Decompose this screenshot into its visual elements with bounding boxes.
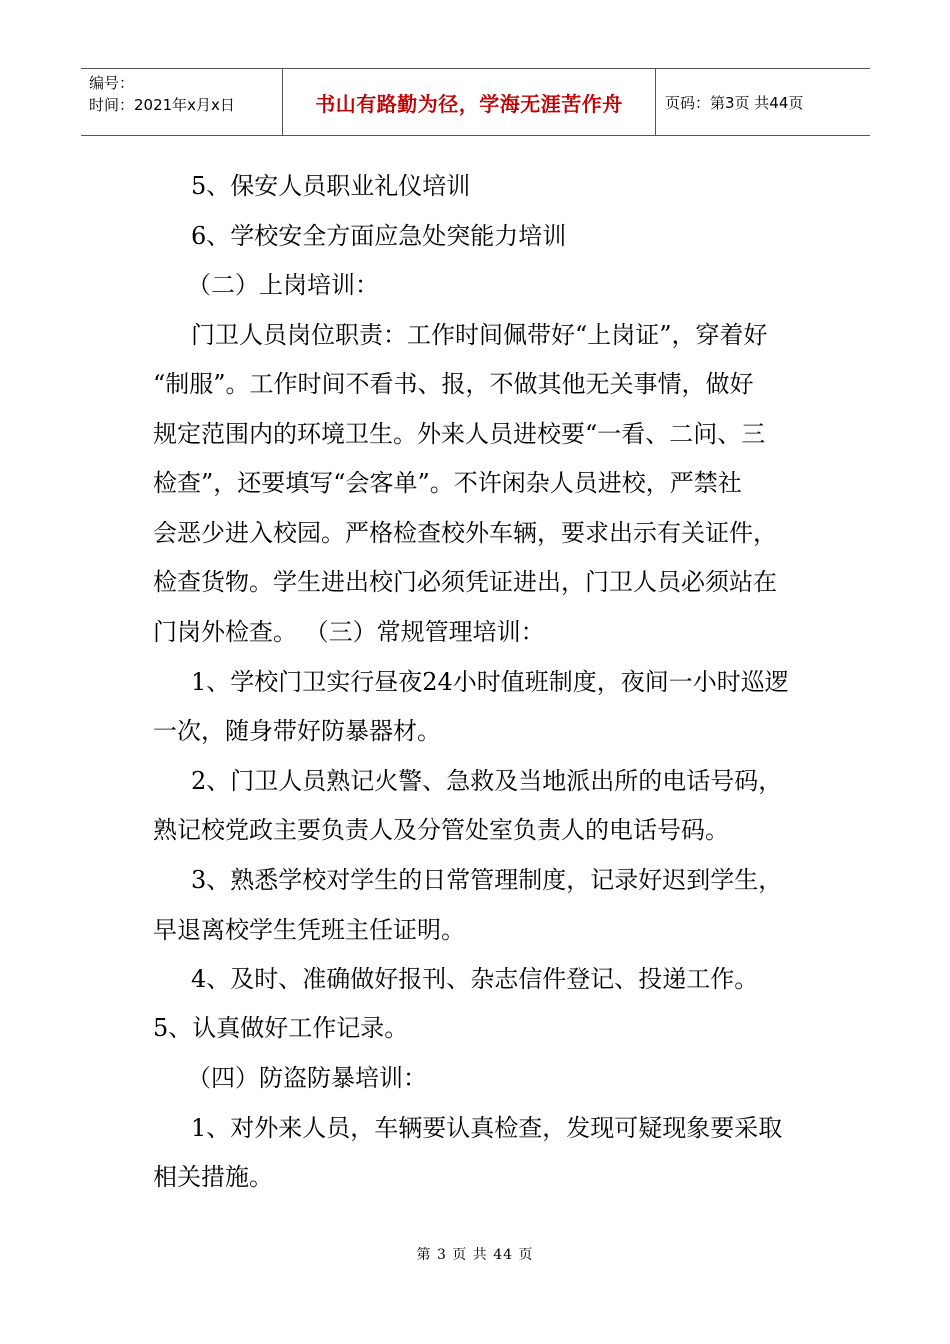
motto-text: 书山有路勤为径，学海无涯苦作舟	[315, 91, 623, 116]
serial-number-label: 编号：	[89, 74, 135, 92]
body-line: 一次，随身带好防暴器材。	[153, 717, 441, 745]
body-line: 4、及时、准确做好报刊、杂志信件登记、投递工作。	[191, 965, 759, 993]
body-line: 1、对外来人员，车辆要认真检查，发现可疑现象要采取	[191, 1114, 783, 1142]
body-line: 1、学校门卫实行昼夜24小时值班制度，夜间一小时巡逻	[191, 668, 789, 696]
body-line: 5、认真做好工作记录。	[153, 1014, 409, 1042]
header-page-cell	[656, 69, 870, 135]
body-line: 检查”，还要填写“会客单”。不许闲杂人员进校，严禁社	[153, 469, 742, 497]
body-line: 5、保安人员职业礼仪培训	[191, 172, 471, 200]
page-footer: 第 3 页 共 44 页	[416, 1247, 534, 1263]
body-line: 门卫人员岗位职责：工作时间佩带好“上岗证”，穿着好	[191, 321, 768, 349]
body-line: 3、熟悉学校对学生的日常管理制度，记录好迟到学生，	[191, 866, 783, 894]
body-line: 相关措施。	[153, 1163, 273, 1191]
body-line: 熟记校党政主要负责人及分管处室负责人的电话号码。	[153, 816, 729, 844]
body-line: 规定范围内的环境卫生。外来人员进校要“一看、二问、三	[153, 420, 766, 448]
body-line: 2、门卫人员熟记火警、急救及当地派出所的电话号码，	[191, 767, 783, 795]
page-header	[81, 68, 870, 136]
header-meta	[81, 69, 282, 135]
body-line: 6、学校安全方面应急处突能力培训	[191, 222, 567, 250]
body-line: 早退离校学生凭班主任证明。	[153, 916, 465, 944]
date-label: 时间：2021年x月x日	[89, 96, 235, 114]
header-page-info: 页码：第3页 共44页	[665, 93, 804, 112]
body-line: 检查货物。学生进出校门必须凭证进出，门卫人员必须站在	[153, 568, 777, 596]
section-heading: （二）上岗培训：	[187, 271, 379, 299]
header-motto-cell	[282, 69, 656, 135]
body-line: 会恶少进入校园。严格检查校外车辆，要求出示有关证件，	[153, 519, 777, 547]
body-line: “制服”。工作时间不看书、报，不做其他无关事情，做好	[153, 370, 754, 398]
section-heading: （四）防盗防暴培训：	[187, 1064, 427, 1092]
body-line: 门岗外检查。 （三）常规管理培训：	[153, 618, 545, 646]
